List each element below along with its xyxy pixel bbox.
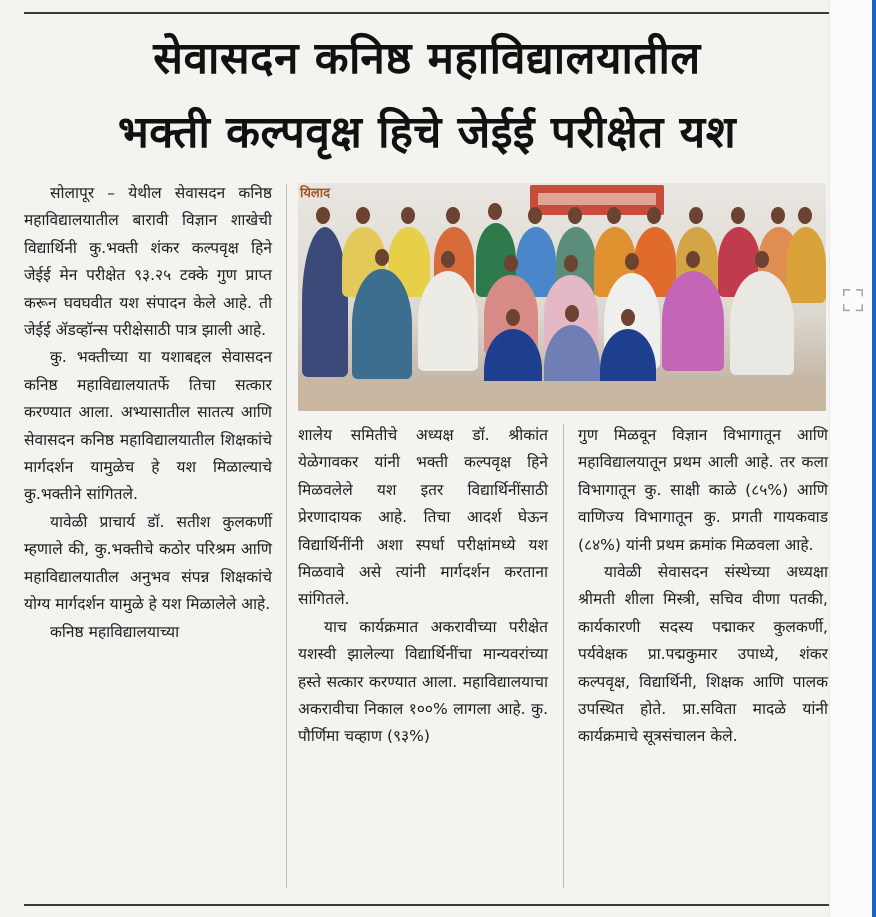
bottom-rule bbox=[24, 904, 830, 906]
top-rule bbox=[24, 12, 830, 14]
accessibility-icon[interactable]: ⛶ bbox=[842, 284, 864, 319]
side-panel bbox=[829, 0, 876, 917]
group-photo bbox=[298, 183, 826, 411]
paragraph: कु. भक्तीच्या या यशाबद्दल सेवासदन कनिष्ठ महाविद्यालयातर्फे तिचा सत्कार करण्यात आला. अभ्यासातील सातत्य आणि सेवासदन कनिष्ठ महाविद्यालयातील शिक्षकांचे मार्गदर्शन यामुळेच हे यश मिळाल्याचे कु.भक्तीने सांगितले. bbox=[24, 348, 272, 504]
paragraph: याच कार्यक्रमात अकरावीच्या परीक्षेत यशस्वी झालेल्या विद्यार्थिनींचा मान्यवरांच्या हस्ते सत्कार करण्यात आला. महाविद्यालयाचा अकरावीचा निकाल १००% लागला आहे. कु. पौर्णिमा चव्हाण (९३%) bbox=[298, 617, 548, 746]
paragraph: यावेळी सेवासदन संस्थेच्या अध्यक्षा श्रीमती शीला मिस्त्री, सचिव वीणा पतकी, कार्यकारणी सदस्य पद्माकर कुलकर्णी, पर्यवेक्षक प्रा.पद्मकुमार उपाध्ये, शंकर कल्पवृक्ष, विद्यार्थिनी, शिक्षक आणि पालक उपस्थित होते. प्रा.सविता मादळे यांनी कार्यक्रमाचे सूत्रसंचालन केले. bbox=[578, 563, 828, 746]
column-divider bbox=[286, 184, 287, 888]
paragraph: गुण मिळवून विज्ञान विभागातून आणि महाविद्यालयातून प्रथम आली आहे. तर कला विभागातून कु. साक्षी काळे (८५%) आणि वाणिज्य विभागातून कु. प्रगती गायकवाड (८४%) यांनी प्रथम क्रमांक मिळवला आहे. bbox=[578, 426, 828, 554]
headline-line-2: भक्ती कल्पवृक्ष हिचे जेईई परीक्षेत यश bbox=[117, 107, 737, 158]
paragraph: यावेळी प्राचार्य डॉ. सतीश कुलकर्णी म्हणाले की, कु.भक्तीचे कठोर परिश्रम आणि महाविद्यालयातील अनुभव संपन्न शिक्षकांचे योग्य मार्गदर्शन यामुळे हे यश मिळालेले आहे. bbox=[24, 512, 272, 614]
paragraph: सोलापूर – येथील सेवासदन कनिष्ठ महाविद्यालयातील बारावी विज्ञान शाखेची विद्यार्थिनी कु.भक्ती शंकर कल्पवृक्ष हिने जेईई मेन परीक्षेत ९३.२५ टक्के गुण प्राप्त करून घवघवीत यश संपादन केले आहे. ती जेईई ॲडव्हॉन्स परीक्षेसाठी पात्र झाली आहे. bbox=[24, 184, 272, 340]
scrollbar-edge bbox=[872, 0, 876, 917]
headline bbox=[24, 22, 830, 170]
column-divider bbox=[563, 424, 564, 888]
headline-line-1: सेवासदन कनिष्ठ महाविद्यालयातील bbox=[153, 33, 701, 84]
article-column-3 bbox=[578, 422, 828, 751]
photo-wall-text: यिलाद bbox=[300, 186, 330, 201]
paragraph: कनिष्ठ महाविद्यालयाच्या bbox=[50, 622, 180, 641]
paragraph: शालेय समितीचे अध्यक्ष डॉ. श्रीकांत येळेगावकर यांनी भक्ती कल्पवृक्ष हिने मिळवलेले यश इतर विद्यार्थिनींसाठी प्रेरणादायक आहे. तिचा आदर्श घेऊन विद्यार्थिनींनी अशा स्पर्धा परीक्षांमध्ये यश मिळवावे असे त्यांनी मार्गदर्शन करताना सांगितले. bbox=[298, 426, 548, 609]
article-column-2 bbox=[298, 422, 548, 751]
article-column-1 bbox=[24, 180, 272, 646]
